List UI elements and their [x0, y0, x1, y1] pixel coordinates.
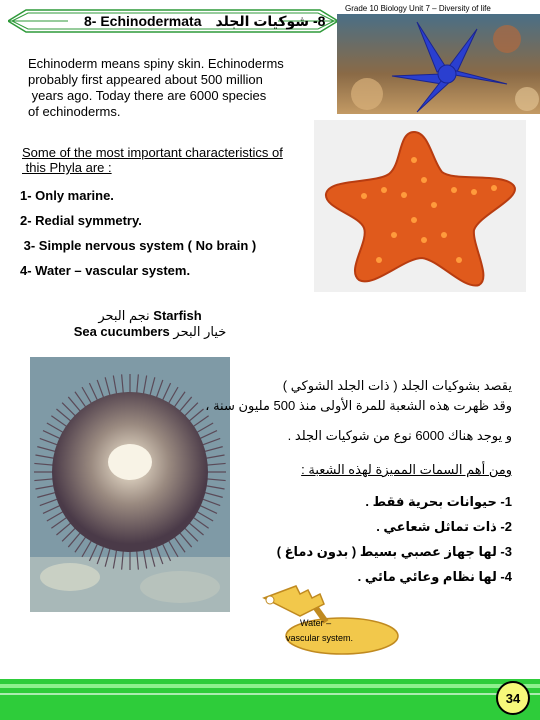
arabic-intro-line: وقد ظهرت هذه الشعبة للمرة الأولى منذ 500 مليون سنة ، [205, 398, 512, 413]
blue-starfish-photo [337, 14, 540, 114]
bottom-decorative-bar [0, 673, 540, 720]
callout-line: vascular system. [286, 633, 354, 643]
sea-cucumbers-en: Sea cucumbers [73, 324, 170, 339]
key-callout-icon [256, 578, 406, 656]
callout-line: Water – [300, 618, 332, 628]
page-title [84, 9, 324, 33]
sea-cucumbers-ar: خيار البحر [173, 324, 227, 339]
arabic-intro-line: و يوجد هناك 6000 نوع من شوكيات الجلد . [287, 428, 512, 443]
intro-line: years ago. Today there are 6000 species [28, 88, 267, 103]
heading-line: this Phyla are : [22, 160, 112, 175]
intro-line: Echinoderm means spiny skin. Echinoderms [28, 56, 284, 71]
characteristic-item: 2- Redial symmetry. [20, 213, 142, 228]
characteristic-item: 4- Water – vascular system. [20, 263, 191, 278]
starfish-ar: نجم البحر [98, 308, 150, 323]
intro-line: of echinoderms. [28, 104, 121, 119]
starfish-label [60, 308, 240, 324]
characteristic-item: 3- Simple nervous system ( No brain ) [20, 238, 257, 253]
title-en: 8- Echinodermata [84, 13, 202, 29]
arabic-characteristic: 3- لها جهاز عصبي بسيط ( بدون دماغ ) [276, 544, 512, 559]
starfish-en: Starfish [153, 308, 202, 323]
title-ar: 8- شوكيات الجلد [215, 12, 326, 29]
header-course-label: Grade 10 Biology Unit 7 – Diversity of life [345, 4, 491, 13]
sea-cucumbers-label [60, 324, 240, 340]
intro-line: probably first appeared about 500 million [28, 72, 263, 87]
heading-line: Some of the most important characteristics of [22, 145, 283, 160]
intro-paragraph [28, 56, 318, 120]
arabic-heading: ومن أهم السمات المميزة لهذه الشعبة : [301, 462, 512, 477]
arabic-characteristic: 2- ذات تماثل شعاعي . [376, 519, 512, 534]
arabic-characteristic: 1- حيوانات بحرية فقط . [365, 494, 512, 509]
arabic-characteristic: 4- لها نظام وعائي مائي . [357, 569, 512, 584]
characteristics-heading [22, 145, 283, 175]
characteristic-item: 1- Only marine. [20, 188, 114, 203]
red-starfish-photo [314, 120, 526, 292]
species-labels [60, 308, 240, 340]
sea-urchin-photo [30, 357, 230, 612]
page-number-badge: 34 [496, 681, 530, 715]
arabic-intro-line: يقصد بشوكيات الجلد ( ذات الجلد الشوكي ) [282, 378, 512, 393]
